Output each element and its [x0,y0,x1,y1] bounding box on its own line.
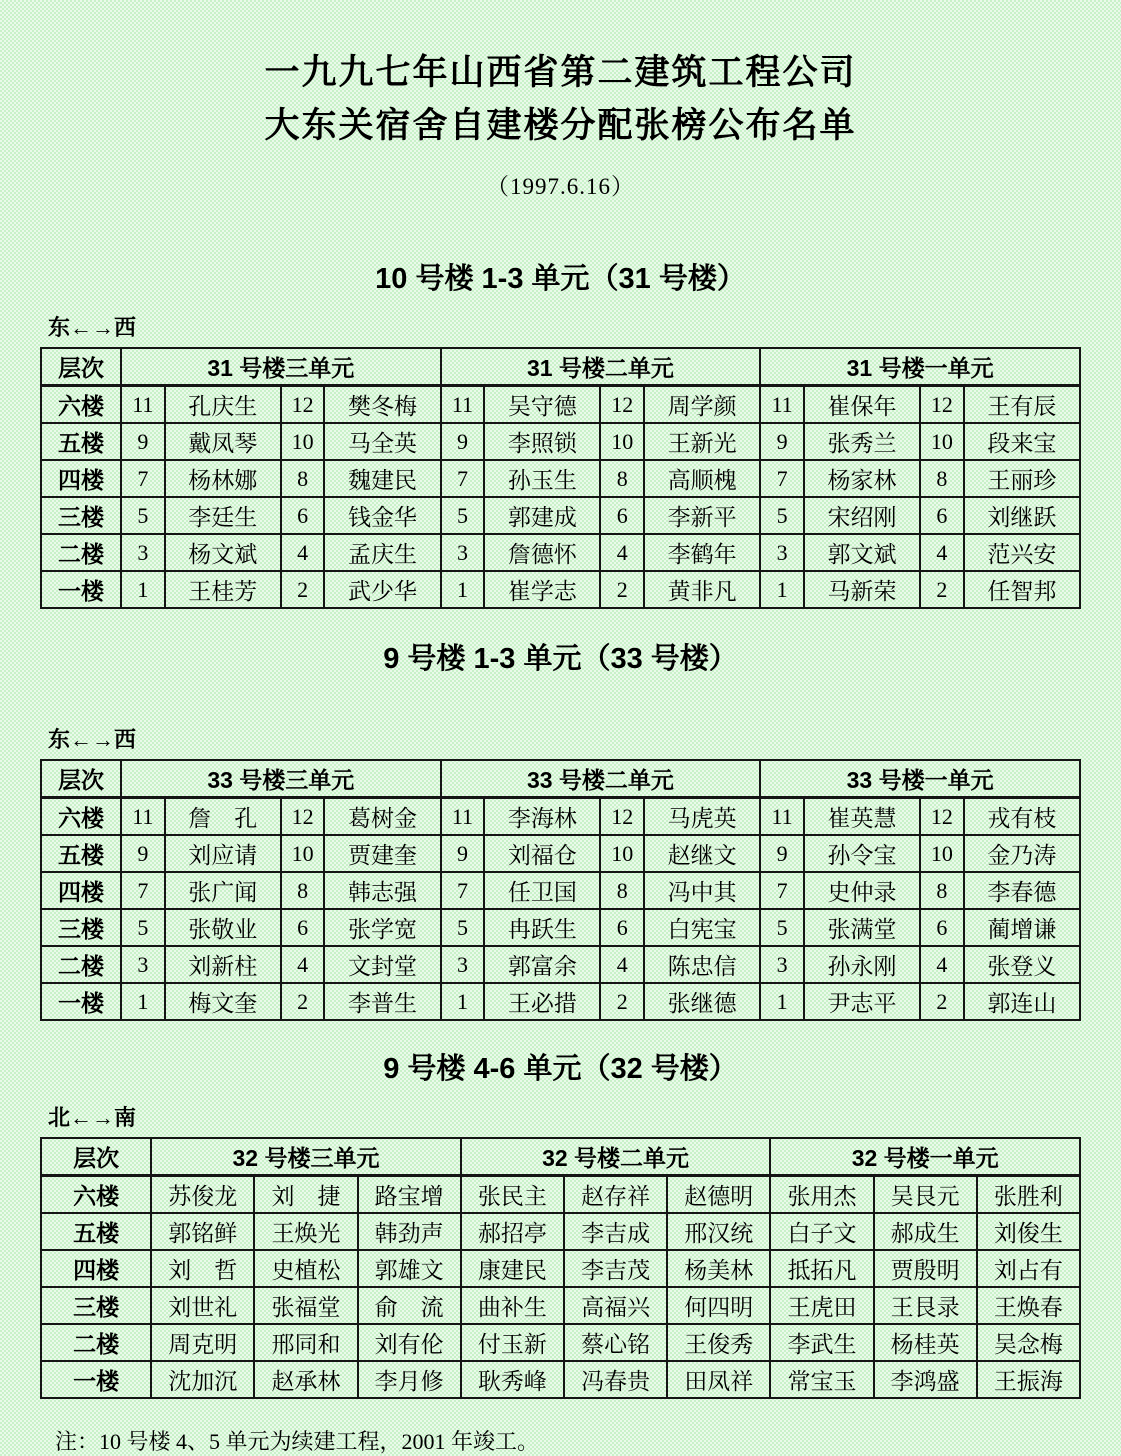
name-cell: 任智邦 [964,571,1080,608]
name-cell: 范兴安 [964,534,1080,571]
table-row [41,946,1080,983]
room-number-cell: 8 [600,460,644,497]
room-number-cell: 6 [600,497,644,534]
room-number-cell: 4 [920,534,964,571]
room-number-cell: 9 [441,835,485,872]
name-cell: 李照锁 [484,423,600,460]
floor-column-header: 层次 [41,760,121,798]
table-row [41,386,1080,424]
floor-label: 三楼 [41,497,121,534]
name-cell: 刘继跃 [964,497,1080,534]
floor-label: 四楼 [41,460,121,497]
room-number-cell: 10 [920,835,964,872]
name-cell: 王桂芳 [165,571,281,608]
name-cell: 王俊秀 [667,1324,770,1361]
room-number-cell: 11 [121,798,165,836]
room-number-cell: 8 [281,872,325,909]
name-cell: 杨桂英 [874,1324,977,1361]
name-cell: 耿秀峰 [461,1361,564,1398]
name-cell: 冯中其 [644,872,760,909]
name-cell: 文封堂 [324,946,440,983]
room-number-cell: 1 [760,571,804,608]
unit-header: 33 号楼三单元 [121,760,441,798]
name-cell: 苏俊龙 [151,1176,254,1214]
unit-header: 33 号楼二单元 [441,760,761,798]
name-cell: 杨家林 [804,460,920,497]
name-cell: 孙令宝 [804,835,920,872]
document-title-line1: 一九九七年山西省第二建筑工程公司 [264,53,857,92]
table-row [41,1213,1080,1250]
floor-label: 一楼 [41,983,121,1020]
room-number-cell: 2 [600,983,644,1020]
name-cell: 刘应请 [165,835,281,872]
name-cell: 马虎英 [644,798,760,836]
floor-label: 五楼 [41,423,121,460]
table-row [41,835,1080,872]
name-cell: 王必措 [484,983,600,1020]
section-2 [0,639,1121,1021]
room-number-cell: 2 [920,571,964,608]
name-cell: 康建民 [461,1250,564,1287]
room-number-cell: 6 [281,497,325,534]
table-row [41,798,1080,836]
unit-header: 32 号楼三单元 [151,1138,461,1176]
name-cell: 魏建民 [324,460,440,497]
name-cell: 刘俊生 [977,1213,1080,1250]
section-title: 10 号楼 1-3 单元（31 号楼） [375,263,746,295]
unit-header: 31 号楼二单元 [441,348,761,386]
room-number-cell: 2 [920,983,964,1020]
unit-header: 33 号楼一单元 [760,760,1080,798]
name-cell: 白宪宝 [644,909,760,946]
room-number-cell: 12 [920,798,964,836]
room-number-cell: 7 [121,460,165,497]
name-cell: 蔡心铭 [564,1324,667,1361]
name-cell: 沈加沉 [151,1361,254,1398]
name-cell: 郭文斌 [804,534,920,571]
room-number-cell: 5 [760,909,804,946]
table-header-row [41,760,1080,798]
room-number-cell: 5 [121,909,165,946]
section-title: 9 号楼 4-6 单元（32 号楼） [383,1053,738,1085]
table-row [41,1324,1080,1361]
name-cell: 戎有枝 [964,798,1080,836]
name-cell: 周克明 [151,1324,254,1361]
name-cell: 武少华 [324,571,440,608]
room-number-cell: 1 [760,983,804,1020]
name-cell: 田凤祥 [667,1361,770,1398]
name-cell: 杨文斌 [165,534,281,571]
room-number-cell: 1 [441,983,485,1020]
room-number-cell: 10 [281,423,325,460]
floor-label: 四楼 [41,1250,151,1287]
name-cell: 李武生 [770,1324,873,1361]
table-row [41,460,1080,497]
room-number-cell: 9 [121,423,165,460]
floor-label: 六楼 [41,1176,151,1214]
name-cell: 高顺槐 [644,460,760,497]
room-number-cell: 3 [441,946,485,983]
room-number-cell: 8 [920,872,964,909]
table-row [41,983,1080,1020]
name-cell: 吴念梅 [977,1324,1080,1361]
floor-label: 二楼 [41,534,121,571]
name-cell: 詹 孔 [165,798,281,836]
floor-label: 六楼 [41,386,121,424]
name-cell: 蔺增谦 [964,909,1080,946]
room-number-cell: 9 [760,423,804,460]
room-number-cell: 11 [441,386,485,424]
name-cell: 路宝增 [358,1176,461,1214]
floor-label: 五楼 [41,1213,151,1250]
allocation-table-1 [40,347,1081,609]
name-cell: 张满堂 [804,909,920,946]
table-row [41,1250,1080,1287]
room-number-cell: 11 [760,798,804,836]
floor-label: 六楼 [41,798,121,836]
room-number-cell: 10 [600,835,644,872]
name-cell: 李廷生 [165,497,281,534]
table-header-row [41,1138,1080,1176]
name-cell: 张用杰 [770,1176,873,1214]
name-cell: 钱金华 [324,497,440,534]
name-cell: 李新平 [644,497,760,534]
room-number-cell: 1 [121,571,165,608]
name-cell: 赵承林 [254,1361,357,1398]
room-number-cell: 10 [920,423,964,460]
name-cell: 贾建奎 [324,835,440,872]
table-row [41,497,1080,534]
name-cell: 赵存祥 [564,1176,667,1214]
name-cell: 郝招亭 [461,1213,564,1250]
room-number-cell: 3 [441,534,485,571]
room-number-cell: 6 [920,497,964,534]
name-cell: 詹德怀 [484,534,600,571]
name-cell: 邢同和 [254,1324,357,1361]
name-cell: 韩劲声 [358,1213,461,1250]
room-number-cell: 7 [121,872,165,909]
document-date: （1997.6.16） [486,174,635,199]
name-cell: 马全英 [324,423,440,460]
name-cell: 付玉新 [461,1324,564,1361]
name-cell: 韩志强 [324,872,440,909]
name-cell: 孟庆生 [324,534,440,571]
name-cell: 张敬业 [165,909,281,946]
name-cell: 王艮录 [874,1287,977,1324]
name-cell: 何四明 [667,1287,770,1324]
room-number-cell: 7 [441,872,485,909]
room-number-cell: 12 [600,386,644,424]
room-number-cell: 9 [441,423,485,460]
name-cell: 曲补生 [461,1287,564,1324]
name-cell: 葛树金 [324,798,440,836]
floor-column-header: 层次 [41,348,121,386]
room-number-cell: 12 [281,386,325,424]
name-cell: 周学颜 [644,386,760,424]
name-cell: 郭建成 [484,497,600,534]
floor-label: 二楼 [41,946,121,983]
name-cell: 张学宽 [324,909,440,946]
name-cell: 张广闻 [165,872,281,909]
name-cell: 李春德 [964,872,1080,909]
name-cell: 俞 流 [358,1287,461,1324]
room-number-cell: 2 [600,571,644,608]
name-cell: 邢汉统 [667,1213,770,1250]
name-cell: 尹志平 [804,983,920,1020]
name-cell: 刘占有 [977,1250,1080,1287]
name-cell: 杨林娜 [165,460,281,497]
name-cell: 段来宝 [964,423,1080,460]
table-row [41,1361,1080,1398]
name-cell: 史植松 [254,1250,357,1287]
allocation-table-3 [40,1137,1081,1399]
name-cell: 李吉成 [564,1213,667,1250]
name-cell: 黄非凡 [644,571,760,608]
name-cell: 孔庆生 [165,386,281,424]
name-cell: 白子文 [770,1213,873,1250]
name-cell: 史仲录 [804,872,920,909]
name-cell: 贾殷明 [874,1250,977,1287]
room-number-cell: 12 [281,798,325,836]
section-3 [0,1049,1121,1399]
table-row [41,571,1080,608]
unit-header: 32 号楼一单元 [770,1138,1080,1176]
room-number-cell: 11 [760,386,804,424]
table-row [41,1287,1080,1324]
name-cell: 孙永刚 [804,946,920,983]
name-cell: 吴守德 [484,386,600,424]
room-number-cell: 4 [920,946,964,983]
name-cell: 张秀兰 [804,423,920,460]
room-number-cell: 8 [920,460,964,497]
name-cell: 王丽珍 [964,460,1080,497]
floor-label: 三楼 [41,909,121,946]
floor-column-header: 层次 [41,1138,151,1176]
name-cell: 刘 捷 [254,1176,357,1214]
room-number-cell: 6 [600,909,644,946]
floor-label: 五楼 [41,835,121,872]
section-title: 9 号楼 1-3 单元（33 号楼） [383,643,738,675]
room-number-cell: 1 [121,983,165,1020]
name-cell: 李鸿盛 [874,1361,977,1398]
room-number-cell: 1 [441,571,485,608]
room-number-cell: 4 [281,946,325,983]
unit-header: 32 号楼二单元 [461,1138,771,1176]
name-cell: 张福堂 [254,1287,357,1324]
room-number-cell: 12 [600,798,644,836]
floor-label: 一楼 [41,571,121,608]
name-cell: 梅文奎 [165,983,281,1020]
room-number-cell: 10 [600,423,644,460]
name-cell: 常宝玉 [770,1361,873,1398]
name-cell: 张民主 [461,1176,564,1214]
name-cell: 樊冬梅 [324,386,440,424]
name-cell: 刘 哲 [151,1250,254,1287]
allocation-table-2 [40,759,1081,1021]
room-number-cell: 7 [760,460,804,497]
name-cell: 王焕光 [254,1213,357,1250]
table-row [41,423,1080,460]
name-cell: 宋绍刚 [804,497,920,534]
name-cell: 王虎田 [770,1287,873,1324]
room-number-cell: 5 [441,497,485,534]
name-cell: 冉跃生 [484,909,600,946]
table-header-row [41,348,1080,386]
room-number-cell: 5 [441,909,485,946]
name-cell: 王有辰 [964,386,1080,424]
room-number-cell: 3 [121,534,165,571]
table-row [41,1176,1080,1214]
room-number-cell: 5 [121,497,165,534]
name-cell: 李鹤年 [644,534,760,571]
unit-header: 31 号楼三单元 [121,348,441,386]
name-cell: 任卫国 [484,872,600,909]
direction-label: 东←→西 [48,727,137,752]
name-cell: 吴艮元 [874,1176,977,1214]
name-cell: 陈忠信 [644,946,760,983]
name-cell: 刘福仓 [484,835,600,872]
name-cell: 赵德明 [667,1176,770,1214]
floor-label: 一楼 [41,1361,151,1398]
name-cell: 李吉茂 [564,1250,667,1287]
name-cell: 抵拓凡 [770,1250,873,1287]
room-number-cell: 4 [600,946,644,983]
room-number-cell: 7 [441,460,485,497]
floor-label: 二楼 [41,1324,151,1361]
name-cell: 李月修 [358,1361,461,1398]
name-cell: 王新光 [644,423,760,460]
direction-label: 北←→南 [48,1105,137,1130]
name-cell: 刘世礼 [151,1287,254,1324]
room-number-cell: 6 [281,909,325,946]
room-number-cell: 3 [760,534,804,571]
name-cell: 张胜利 [977,1176,1080,1214]
name-cell: 刘新柱 [165,946,281,983]
room-number-cell: 3 [760,946,804,983]
room-number-cell: 7 [760,872,804,909]
room-number-cell: 2 [281,983,325,1020]
room-number-cell: 10 [281,835,325,872]
room-number-cell: 3 [121,946,165,983]
name-cell: 马新荣 [804,571,920,608]
name-cell: 孙玉生 [484,460,600,497]
name-cell: 郝成生 [874,1213,977,1250]
name-cell: 刘有伦 [358,1324,461,1361]
room-number-cell: 9 [760,835,804,872]
name-cell: 冯春贵 [564,1361,667,1398]
table-row [41,872,1080,909]
name-cell: 郭富余 [484,946,600,983]
room-number-cell: 9 [121,835,165,872]
document-title-line2: 大东关宿舍自建楼分配张榜公布名单 [264,106,857,145]
floor-label: 四楼 [41,872,121,909]
name-cell: 李海林 [484,798,600,836]
table-row [41,534,1080,571]
room-number-cell: 4 [281,534,325,571]
room-number-cell: 11 [441,798,485,836]
name-cell: 金乃涛 [964,835,1080,872]
name-cell: 李普生 [324,983,440,1020]
name-cell: 张继德 [644,983,760,1020]
room-number-cell: 5 [760,497,804,534]
name-cell: 崔英慧 [804,798,920,836]
name-cell: 赵继文 [644,835,760,872]
name-cell: 郭铭鲜 [151,1213,254,1250]
room-number-cell: 4 [600,534,644,571]
direction-label: 东←→西 [48,315,137,340]
room-number-cell: 12 [920,386,964,424]
room-number-cell: 6 [920,909,964,946]
name-cell: 崔学志 [484,571,600,608]
room-number-cell: 8 [600,872,644,909]
name-cell: 王振海 [977,1361,1080,1398]
table-row [41,909,1080,946]
footnote: 注：10 号楼 4、5 单元为续建工程，2001 年竣工。 [55,1429,540,1454]
name-cell: 崔保年 [804,386,920,424]
floor-label: 三楼 [41,1287,151,1324]
section-1 [0,259,1121,609]
name-cell: 高福兴 [564,1287,667,1324]
unit-header: 31 号楼一单元 [760,348,1080,386]
name-cell: 杨美林 [667,1250,770,1287]
room-number-cell: 2 [281,571,325,608]
name-cell: 王焕春 [977,1287,1080,1324]
room-number-cell: 11 [121,386,165,424]
sections [0,259,1121,1399]
name-cell: 郭雄文 [358,1250,461,1287]
name-cell: 戴凤琴 [165,423,281,460]
name-cell: 张登义 [964,946,1080,983]
name-cell: 郭连山 [964,983,1080,1020]
room-number-cell: 8 [281,460,325,497]
